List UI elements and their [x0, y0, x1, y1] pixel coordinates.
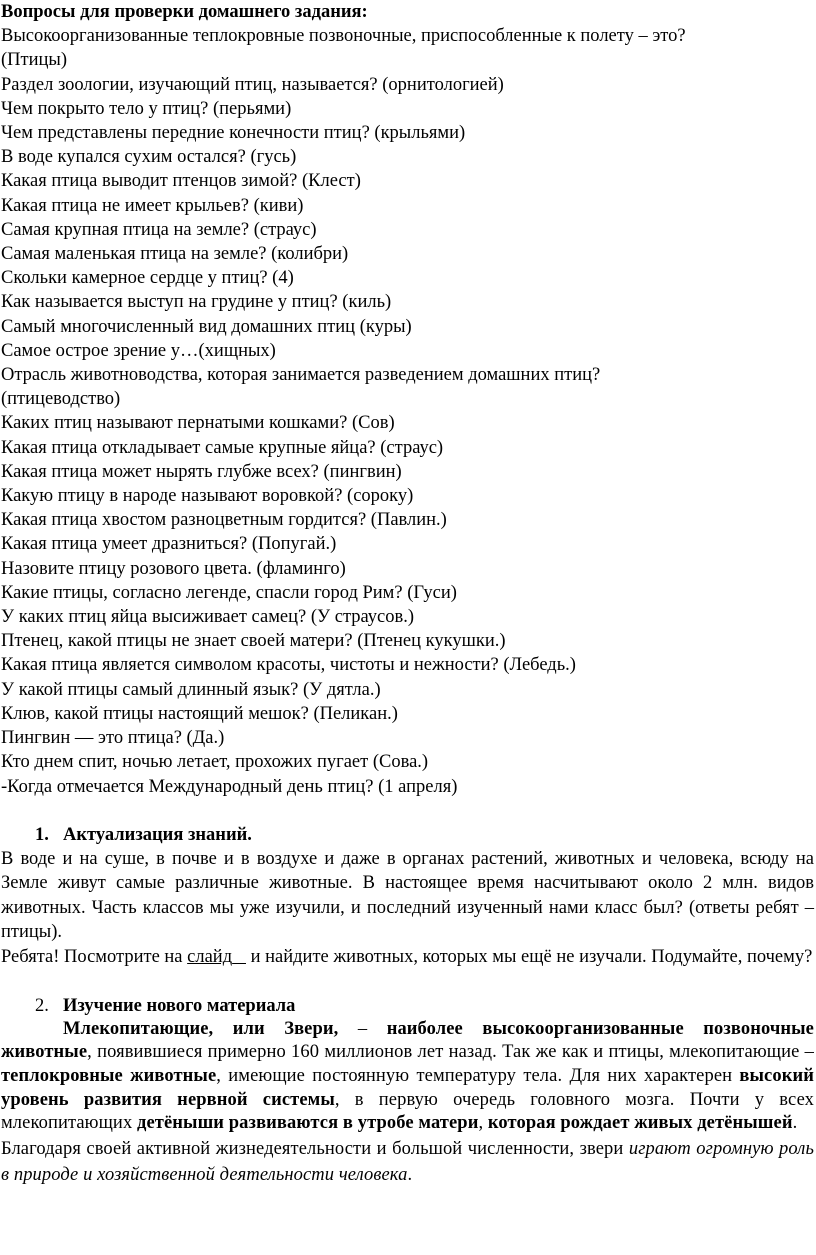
question-line: Клюв, какой птицы настоящий мешок? (Пеликан.) [1, 703, 398, 724]
text-fragment: . [792, 1113, 798, 1134]
nervous-system-term: высокий уровень развития нервной системы [1, 1066, 814, 1110]
mammals-definition: наиболее высокоорганизованные позвоночные животные [1, 1018, 814, 1063]
question-line: Какая птица не имеет крыльев? (киви) [1, 195, 304, 216]
question-line: Кто днем спит, ночью летает, прохожих пугает (Сова.) [1, 752, 429, 773]
section-1-paragraph: В воде и на суше, в почве и в воздухе и даже в органах растений, животных и человека, всюду на Земле живут самые различные животные. В настоящее время насчитывают около 2 млн. видов животных. Часть классов мы уже изучили, и последний изученный нами класс был? (ответы ребят – птицы). [1, 848, 814, 943]
section-1-slide-paragraph [0, 945, 816, 970]
question-line: У какой птицы самый длинный язык? (У дятла.) [1, 679, 381, 700]
question-line: (птицеводство) [1, 389, 121, 410]
question-line: У каких птиц яйца высиживает самец? (У страусов.) [1, 607, 415, 628]
question-line: Раздел зоологии, изучающий птиц, называется? (орнитологией) [1, 74, 504, 95]
section-1-number: 1. [35, 824, 49, 845]
question-line: Какая птица является символом красоты, чистоты и нежности? (Лебедь.) [1, 655, 576, 676]
slide-text-end: и найдите животных, которых мы ещё не изучали. Подумайте, почему? [250, 947, 813, 968]
question-line: Скольки камерное сердце у птиц? (4) [1, 268, 294, 289]
question-line: Каких птиц называют пернатыми кошками? (Сов) [1, 413, 395, 434]
live-birth-term: которая рождает живых детёнышей [487, 1113, 793, 1134]
section-1-heading [0, 823, 816, 847]
question-line: Какие птицы, согласно легенде, спасли город Рим? (Гуси) [1, 582, 457, 603]
question-line: Пингвин — это птица? (Да.) [1, 728, 225, 749]
warm-blooded-term: теплокровные животные [1, 1066, 217, 1087]
question-line: Высокоорганизованные теплокровные позвоночные, приспособленные к полету – это? [1, 26, 686, 47]
question-line: Самое острое зрение у…(хищных) [1, 340, 276, 361]
text-fragment: – [338, 1018, 387, 1039]
question-line: Самая крупная птица на земле? (страус) [1, 219, 317, 240]
slide-link[interactable]: слайд [187, 947, 233, 968]
mammals-role-paragraph [0, 1136, 816, 1188]
question-line: -Когда отмечается Международный день птиц? (1 апреля) [1, 776, 458, 797]
question-list [0, 24, 816, 799]
section-2-title: Изучение нового материала [63, 995, 296, 1016]
question-line: Чем покрыто тело у птиц? (перьями) [1, 98, 292, 119]
offspring-term: детёныши развиваются в утробе матери [137, 1113, 479, 1134]
text-fragment: , в первую очередь головного мозга. Почти у всех млекопитающих [1, 1089, 814, 1134]
mammals-term: Млекопитающие, или Звери, [63, 1018, 339, 1039]
slide-text-start: Ребята! Посмотрите на [1, 947, 183, 968]
section-2-heading [0, 994, 816, 1018]
question-line: Самый многочисленный вид домашних птиц (куры) [1, 316, 412, 337]
question-line: Отрасль животноводства, которая занимается разведением домашних птиц? [1, 365, 601, 386]
mammals-paragraph [0, 1018, 816, 1137]
question-line: (Птицы) [1, 50, 67, 71]
text-fragment: Благодаря своей активной жизнедеятельности и большой численности, звери [1, 1139, 629, 1160]
question-line: Назовите птицу розового цвета. (фламинго) [1, 558, 346, 579]
question-line: Какая птица хвостом разноцветным гордится? (Павлин.) [1, 510, 447, 531]
question-line: В воде купался сухим остался? (гусь) [1, 147, 297, 168]
question-line: Какую птицу в народе называют воровкой? (сороку) [1, 486, 414, 507]
question-line: Птенец, какой птицы не знает своей матери? (Птенец кукушки.) [1, 631, 506, 652]
question-line: Какая птица может нырять глубже всех? (пингвин) [1, 461, 402, 482]
text-fragment: , появившиеся примерно 160 миллионов лет назад. Так же как и птицы, млекопитающие – [87, 1042, 814, 1063]
text-fragment: . [407, 1165, 413, 1186]
text-fragment: , имеющие постоянную температуру тела. Для них характерен [216, 1066, 740, 1087]
question-line: Как называется выступ на грудине у птиц? (киль) [1, 292, 392, 313]
text-fragment: , [478, 1113, 488, 1134]
mammals-role-italic: играют огромную роль в природе и хозяйственной деятельности человека [1, 1139, 814, 1186]
question-line: Чем представлены передние конечности птиц? (крыльями) [1, 123, 466, 144]
question-line: Какая птица выводит птенцов зимой? (Клест) [1, 171, 361, 192]
question-line: Какая птица умеет дразниться? (Попугай.) [1, 534, 337, 555]
homework-title: Вопросы для проверки домашнего задания: [1, 2, 368, 22]
question-line: Самая маленькая птица на земле? (колибри) [1, 244, 349, 265]
section-2-number: 2. [35, 995, 49, 1016]
question-line: Какая птица откладывает самые крупные яйца? (страус) [1, 437, 444, 458]
section-1-title: Актуализация знаний. [63, 824, 252, 845]
